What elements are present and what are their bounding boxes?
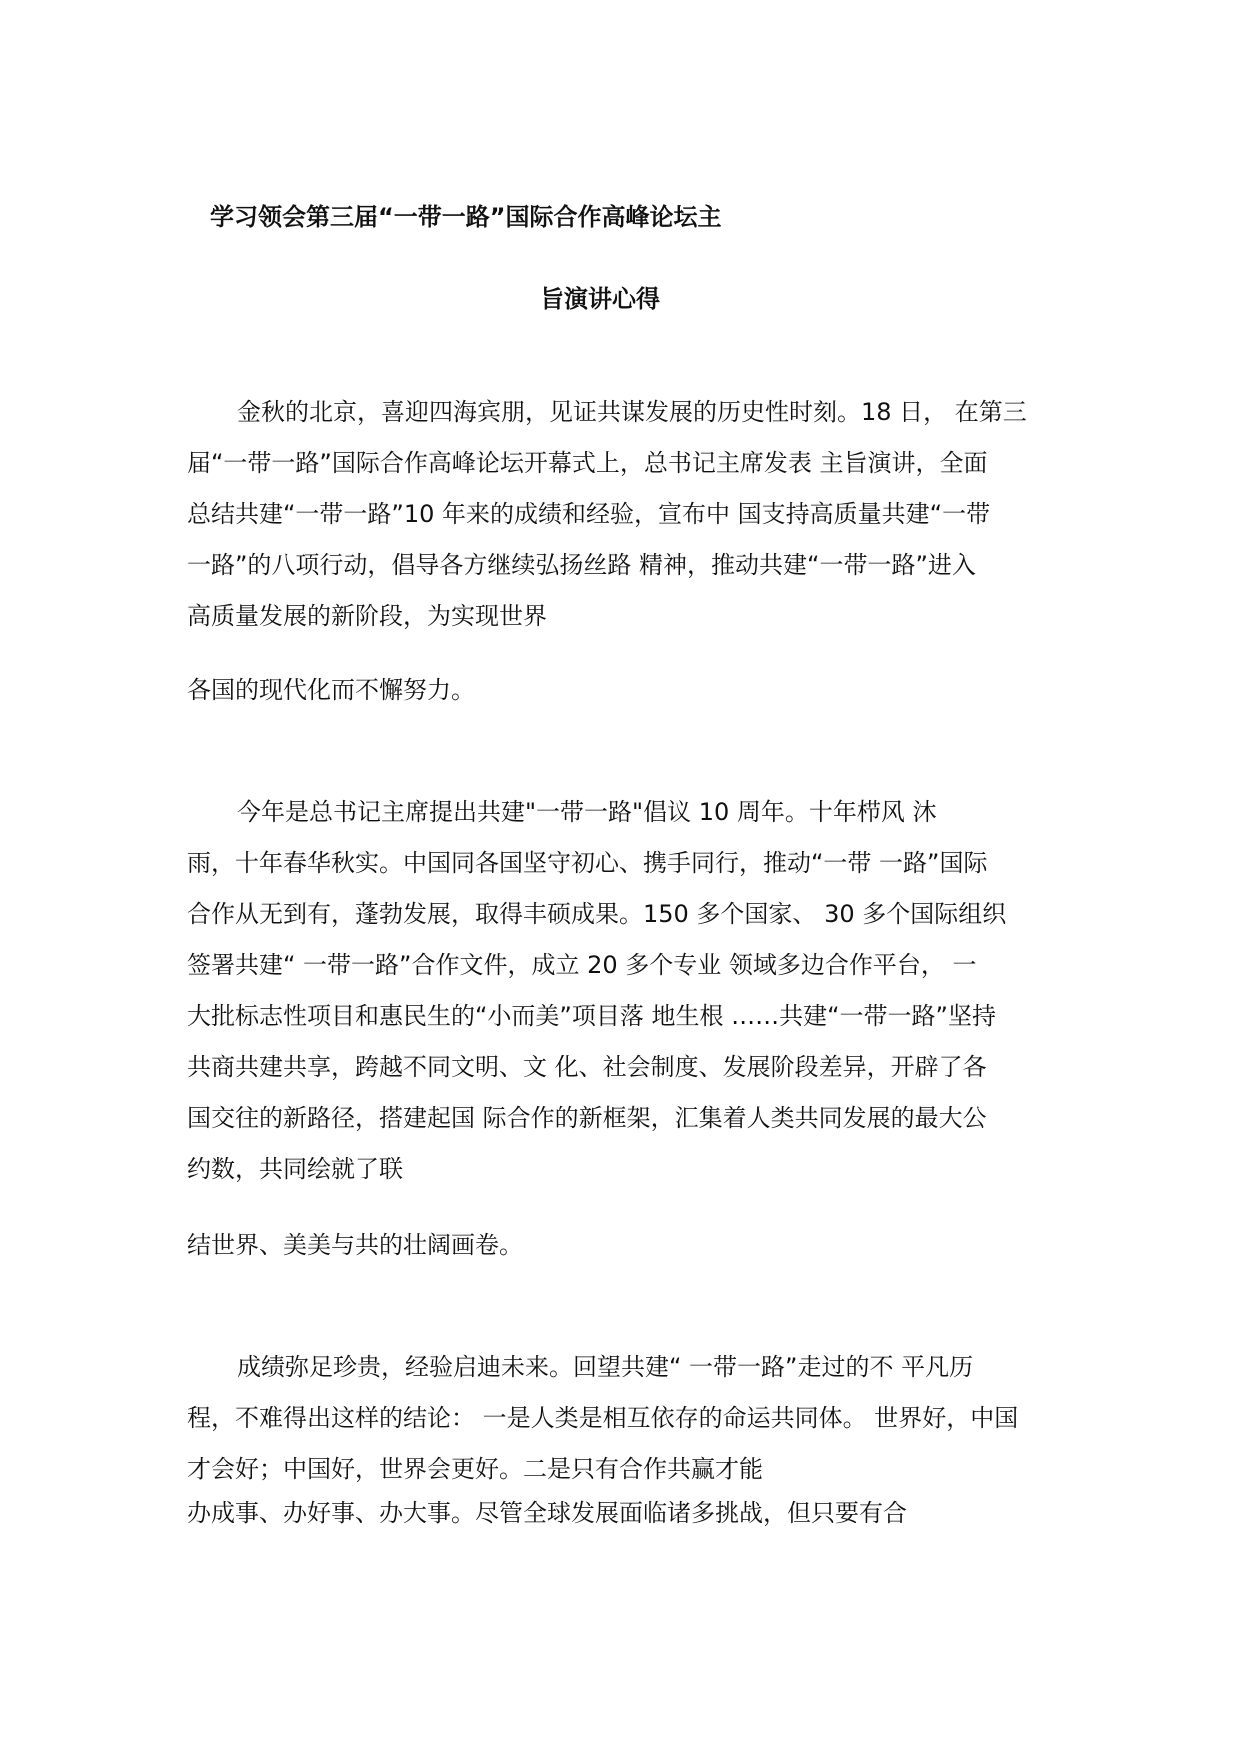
paragraph-line: 才会好；中国好，世界会更好。二是只有合作共赢才能 bbox=[187, 1455, 763, 1483]
paragraph-line: 总结共建“一带一路”10 年来的成绩和经验，宣布中 国支持高质量共建“一带 bbox=[187, 500, 991, 528]
paragraph-line: 大批标志性项目和惠民生的“小而美”项目落 地生根 ……共建“一带一路”坚持 bbox=[187, 1002, 996, 1030]
paragraph-line: 国交往的新路径，搭建起国 际合作的新框架，汇集着人类共同发展的最大公 bbox=[187, 1104, 987, 1132]
paragraph-line: 金秋的北京，喜迎四海宾朋，见证共谋发展的历史性时刻。18 日， 在第三 bbox=[237, 398, 1027, 426]
paragraph-line: 届“一带一路”国际合作高峰论坛开幕式上，总书记主席发表 主旨演讲，全面 bbox=[187, 449, 988, 477]
paragraph-line: 雨，十年春华秋实。中国同各国坚守初心、携手同行，推动“一带 一路”国际 bbox=[187, 849, 988, 877]
paragraph-line: 约数，共同绘就了联 bbox=[187, 1155, 403, 1183]
document-title-line-1: 学习领会第三届“一带一路”国际合作高峰论坛主 bbox=[210, 203, 722, 231]
paragraph-1 bbox=[187, 387, 1067, 642]
paragraph-line: 成绩弥足珍贵，经验启迪未来。回望共建“ 一带一路”走过的不 平凡历 bbox=[237, 1353, 974, 1381]
paragraph-line: 共商共建共享，跨越不同文明、文 化、社会制度、发展阶段差异，开辟了各 bbox=[187, 1053, 987, 1081]
paragraph-line: 合作从无到有，蓬勃发展，取得丰硕成果。150 多个国家、 30 多个国际组织 bbox=[187, 900, 1007, 928]
paragraph-1-continuation bbox=[187, 665, 1067, 716]
paragraph-line: 高质量发展的新阶段，为实现世界 bbox=[187, 602, 547, 630]
paragraph-line: 各国的现代化而不懈努力。 bbox=[187, 676, 475, 704]
paragraph-line: 程，不难得出这样的结论： 一是人类是相互依存的命运共同体。 世界好，中国 bbox=[187, 1404, 1019, 1432]
paragraph-line: 办成事、办好事、办大事。尽管全球发展面临诸多挑战，但只要有合 bbox=[187, 1499, 907, 1527]
paragraph-line: 签署共建“ 一带一路”合作文件，成立 20 多个专业 领域多边合作平台， 一 bbox=[187, 951, 977, 979]
paragraph-3 bbox=[187, 1342, 1067, 1495]
document-title-line-2: 旨演讲心得 bbox=[540, 285, 660, 313]
paragraph-2-continuation bbox=[187, 1220, 1067, 1271]
paragraph-line: 结世界、美美与共的壮阔画卷。 bbox=[187, 1231, 523, 1259]
paragraph-2 bbox=[187, 787, 1067, 1195]
paragraph-line: 一路”的八项行动，倡导各方继续弘扬丝路 精神，推动共建“一带一路”进入 bbox=[187, 551, 976, 579]
paragraph-line: 今年是总书记主席提出共建"一带一路"倡议 10 周年。十年栉风 沐 bbox=[237, 798, 937, 826]
paragraph-3-continuation bbox=[187, 1488, 1067, 1539]
